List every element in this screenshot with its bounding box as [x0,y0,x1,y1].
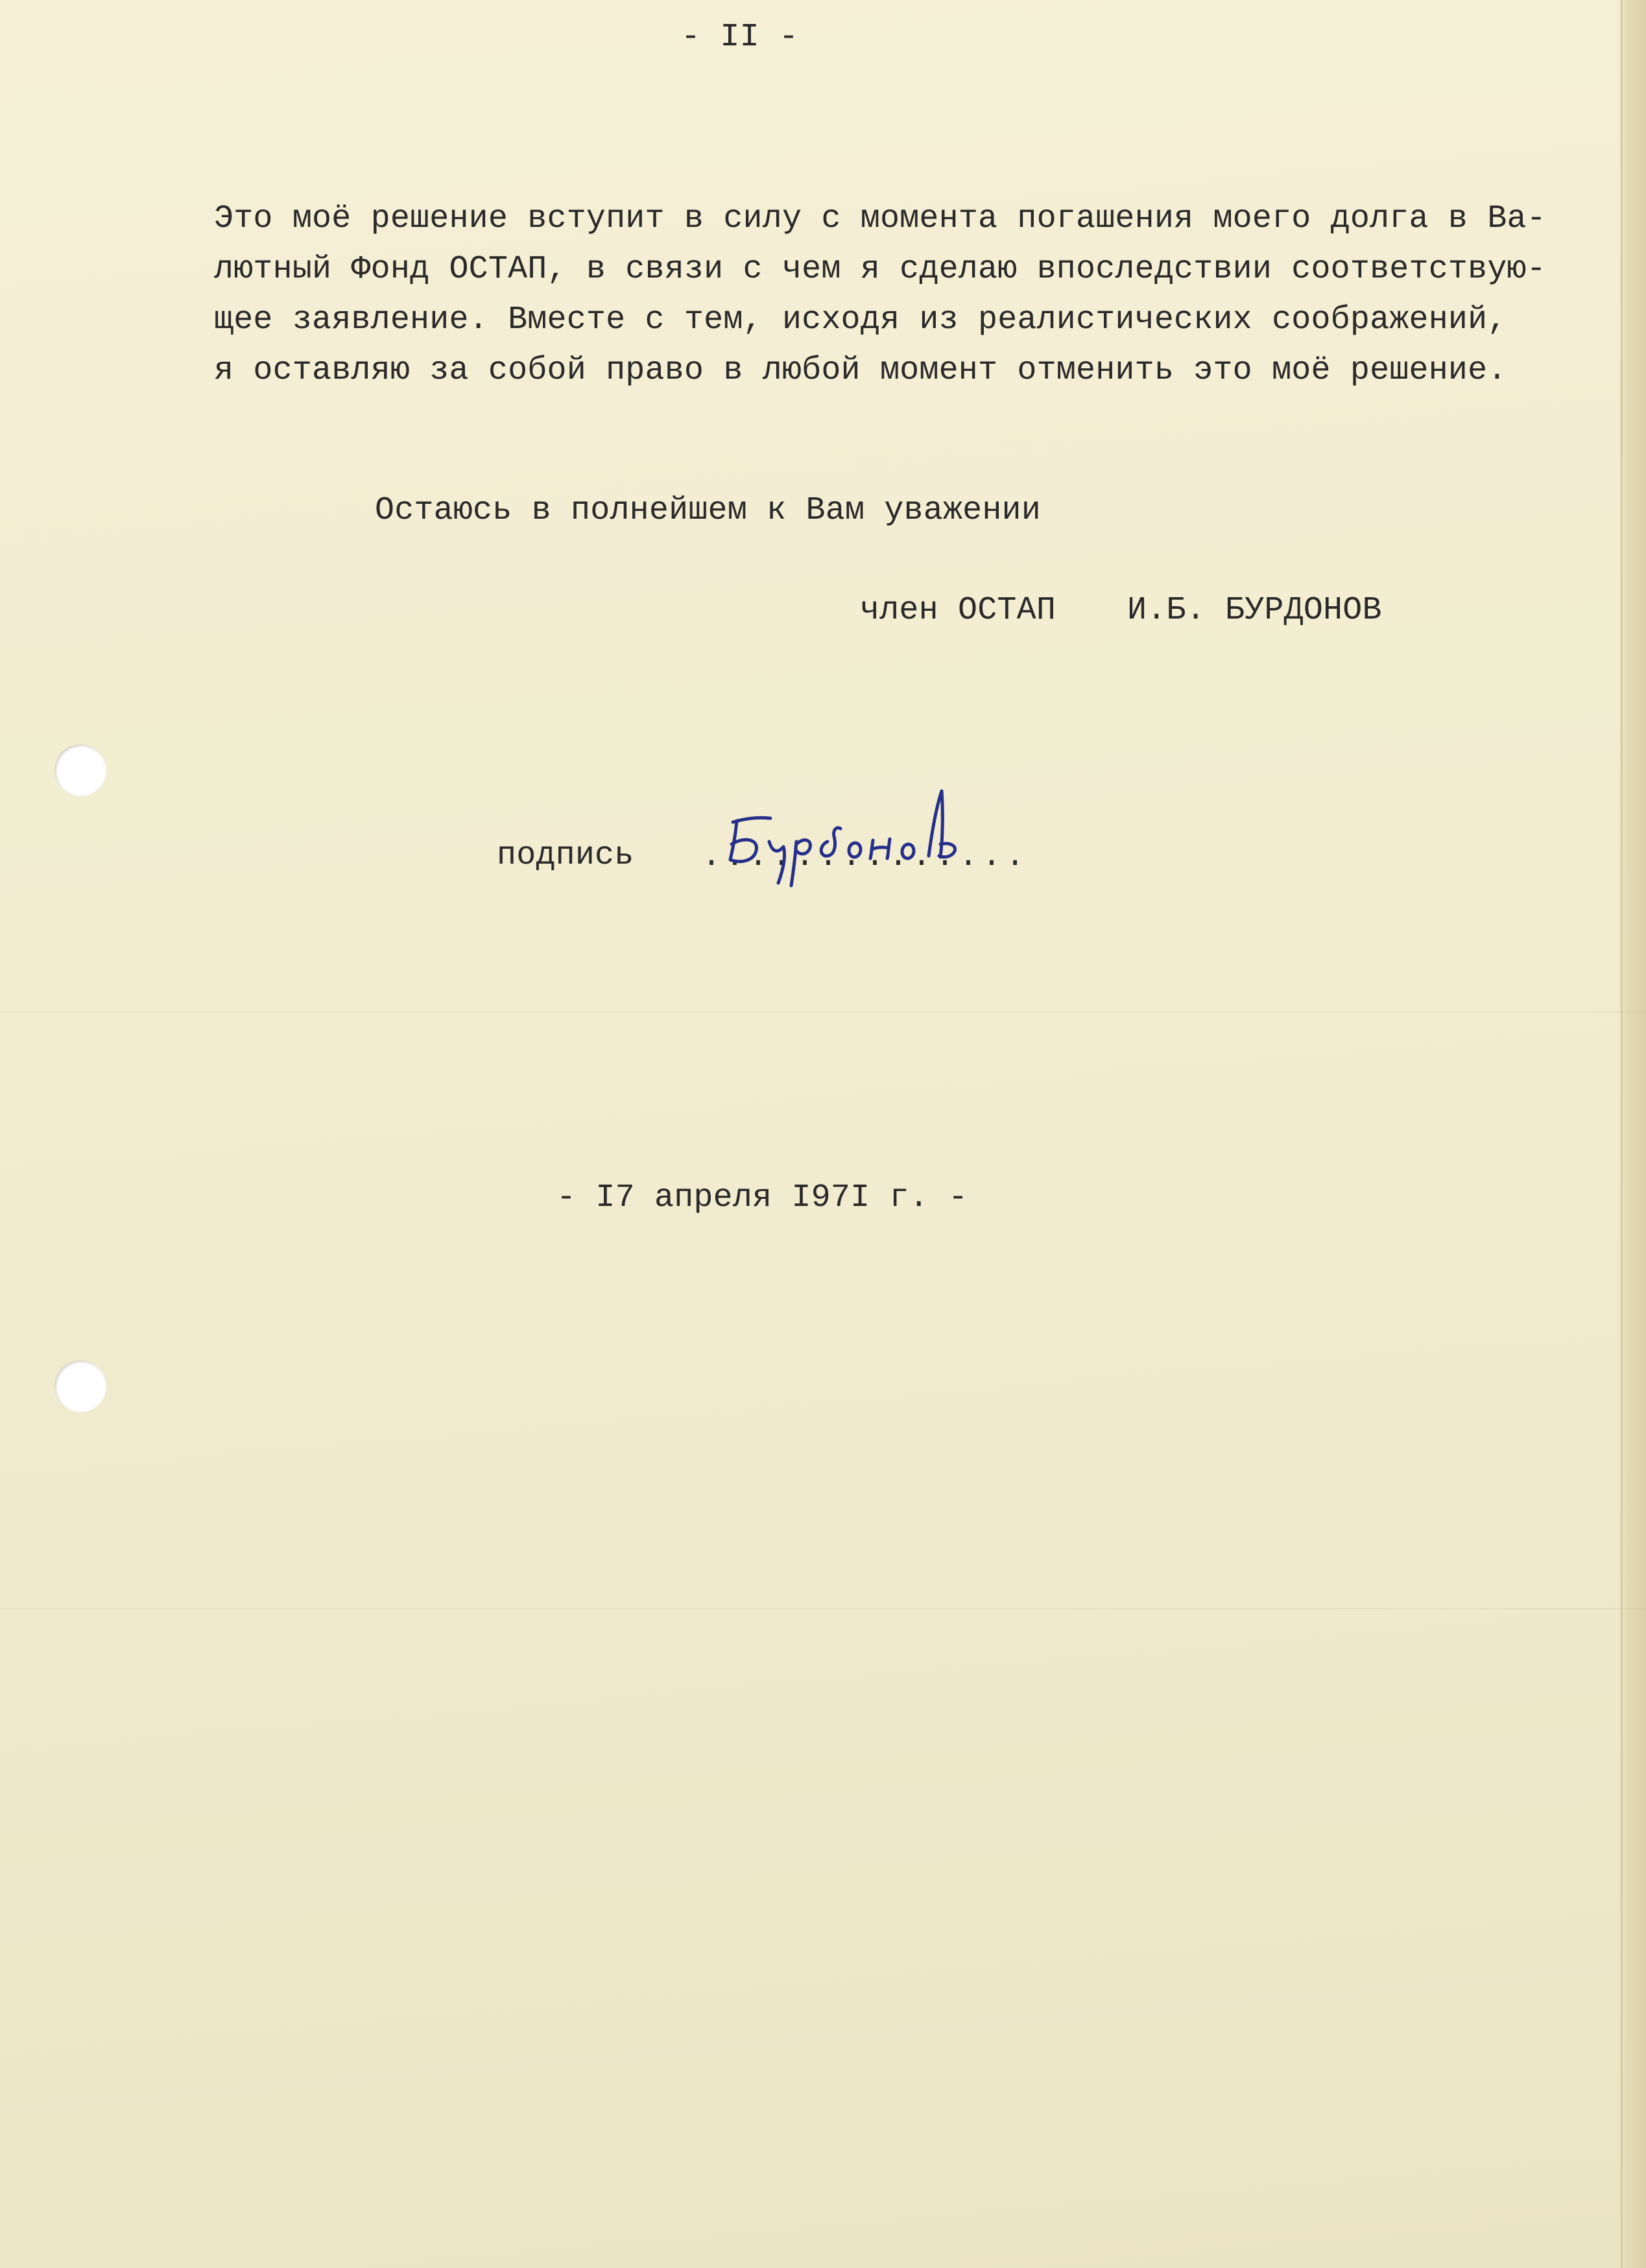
body-line-4: я оставляю за собой право в любой момент отменить это моё решение. [214,352,1507,389]
handwritten-signature [707,772,992,914]
closing-phrase: Остаюсь в полнейшем к Вам уважении [375,492,1041,529]
punch-hole-upper [54,744,106,796]
body-line-1: Это моё решение вступит в силу с момента погашения моего долга в Ва- [214,200,1546,237]
punch-hole-lower [54,1360,106,1412]
signature-dotted-line: .............. [702,838,1029,875]
body-line-2: лютный Фонд ОСТАП, в связи с чем я сделаю впоследствии соответствую- [214,251,1546,288]
signature-label: подпись [497,837,634,874]
body-line-3: щее заявление. Вместе с тем, исходя из реалистических соображений, [214,301,1507,338]
paper-crease [0,1608,1646,1609]
page-number: - II - [681,19,799,56]
signer-affiliation: член ОСТАП [860,592,1056,629]
paper-crease [0,1011,1646,1013]
signer-name: И.Б. БУРДОНОВ [1127,592,1382,629]
document-date: - I7 апреля I97I г. - [556,1179,968,1216]
paper-edge-line [1621,0,1623,2268]
